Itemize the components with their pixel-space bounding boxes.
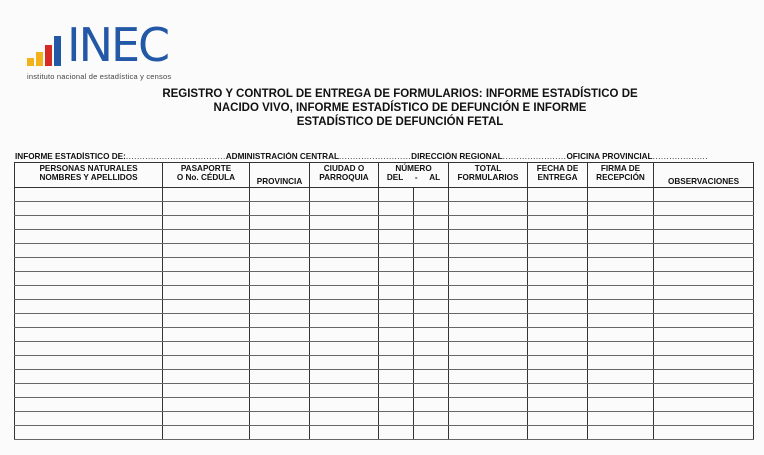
informe-field[interactable]: .................................... xyxy=(125,152,226,161)
table-cell[interactable] xyxy=(379,384,414,398)
table-cell[interactable] xyxy=(588,230,654,244)
table-row xyxy=(15,202,754,216)
table-cell[interactable] xyxy=(379,202,414,216)
table-cell[interactable] xyxy=(250,188,310,202)
table-cell[interactable] xyxy=(163,300,250,314)
col-header-city: CIUDAD O PARROQUIA xyxy=(310,163,379,188)
table-cell[interactable] xyxy=(654,328,754,342)
table-cell[interactable] xyxy=(588,412,654,426)
table-cell[interactable] xyxy=(379,356,414,370)
table-cell[interactable] xyxy=(528,412,588,426)
table-cell[interactable] xyxy=(163,328,250,342)
table-cell[interactable] xyxy=(310,230,379,244)
table-cell[interactable] xyxy=(163,370,250,384)
table-cell[interactable] xyxy=(379,258,414,272)
table-cell[interactable] xyxy=(449,314,528,328)
table-cell[interactable] xyxy=(588,188,654,202)
table-cell[interactable] xyxy=(449,370,528,384)
table-row xyxy=(15,216,754,230)
table-cell[interactable] xyxy=(379,412,414,426)
table-cell[interactable] xyxy=(588,300,654,314)
table-cell[interactable] xyxy=(250,202,310,216)
table-cell[interactable] xyxy=(310,286,379,300)
table-cell[interactable] xyxy=(310,258,379,272)
table-cell[interactable] xyxy=(414,188,449,202)
table-cell[interactable] xyxy=(414,426,449,440)
table-cell[interactable] xyxy=(449,426,528,440)
administracion-field[interactable]: .......................... xyxy=(339,152,412,161)
table-cell[interactable] xyxy=(163,384,250,398)
table-cell[interactable] xyxy=(15,398,163,412)
table-cell[interactable] xyxy=(588,328,654,342)
table-cell[interactable] xyxy=(250,370,310,384)
table-cell[interactable] xyxy=(449,384,528,398)
table-cell[interactable] xyxy=(449,230,528,244)
table-cell[interactable] xyxy=(379,244,414,258)
table-row xyxy=(15,342,754,356)
table-cell[interactable] xyxy=(414,286,449,300)
table-cell[interactable] xyxy=(163,314,250,328)
table-cell[interactable] xyxy=(250,300,310,314)
table-cell[interactable] xyxy=(588,272,654,286)
administracion-label: ADMINISTRACIÓN CENTRAL xyxy=(225,152,340,161)
table-cell[interactable] xyxy=(449,286,528,300)
table-cell[interactable] xyxy=(414,384,449,398)
table-cell[interactable] xyxy=(250,314,310,328)
table-cell[interactable] xyxy=(15,314,163,328)
table-cell[interactable] xyxy=(414,244,449,258)
title-line-3: ESTADÍSTICO DE DEFUNCIÓN FETAL xyxy=(296,116,504,128)
table-cell[interactable] xyxy=(310,398,379,412)
table-cell[interactable] xyxy=(15,384,163,398)
table-cell[interactable] xyxy=(379,342,414,356)
table-row xyxy=(15,398,754,412)
table-cell[interactable] xyxy=(528,272,588,286)
table-row xyxy=(15,230,754,244)
table-cell[interactable] xyxy=(414,300,449,314)
table-cell[interactable] xyxy=(163,426,250,440)
table-cell[interactable] xyxy=(310,272,379,286)
table-cell[interactable] xyxy=(528,370,588,384)
table-cell[interactable] xyxy=(414,356,449,370)
table-cell[interactable] xyxy=(528,202,588,216)
oficina-label: OFICINA PROVINCIAL xyxy=(566,152,653,161)
table-cell[interactable] xyxy=(163,412,250,426)
table-row xyxy=(15,356,754,370)
table-row xyxy=(15,258,754,272)
table-cell[interactable] xyxy=(310,342,379,356)
table-cell[interactable] xyxy=(15,370,163,384)
col-header-total: TOTAL FORMULARIOS xyxy=(449,163,528,188)
table-cell[interactable] xyxy=(449,328,528,342)
direccion-field[interactable]: ....................... xyxy=(502,152,567,161)
table-cell[interactable] xyxy=(379,188,414,202)
table-cell[interactable] xyxy=(310,384,379,398)
num-dash: - xyxy=(414,173,418,182)
table-cell[interactable] xyxy=(15,230,163,244)
col-header-names: PERSONAS NATURALES NOMBRES Y APELLIDOS xyxy=(15,163,163,188)
table-cell[interactable] xyxy=(449,272,528,286)
table-cell[interactable] xyxy=(588,244,654,258)
table-cell[interactable] xyxy=(588,398,654,412)
table-row xyxy=(15,272,754,286)
registry-table xyxy=(14,162,754,440)
table-cell[interactable] xyxy=(588,342,654,356)
logo-bars-icon xyxy=(27,36,67,66)
table-cell[interactable] xyxy=(15,258,163,272)
table-cell[interactable] xyxy=(250,272,310,286)
table-cell[interactable] xyxy=(588,314,654,328)
table-cell[interactable] xyxy=(250,384,310,398)
table-cell[interactable] xyxy=(414,370,449,384)
table-cell[interactable] xyxy=(654,370,754,384)
table-cell[interactable] xyxy=(15,300,163,314)
table-cell[interactable] xyxy=(250,412,310,426)
table-cell[interactable] xyxy=(654,300,754,314)
table-cell[interactable] xyxy=(449,398,528,412)
table-cell[interactable] xyxy=(449,412,528,426)
table-cell[interactable] xyxy=(163,398,250,412)
table-cell[interactable] xyxy=(310,426,379,440)
table-cell[interactable] xyxy=(449,356,528,370)
table-cell[interactable] xyxy=(250,398,310,412)
table-row xyxy=(15,244,754,258)
table-cell[interactable] xyxy=(528,258,588,272)
col-header-province: PROVINCIA xyxy=(250,163,310,188)
table-body xyxy=(15,188,754,440)
table-row xyxy=(15,300,754,314)
table-cell[interactable] xyxy=(654,314,754,328)
table-cell[interactable] xyxy=(163,202,250,216)
table-cell[interactable] xyxy=(528,342,588,356)
title-line-2: NACIDO VIVO, INFORME ESTADÍSTICO DE DEFUNCIÓN E INFORME xyxy=(213,102,587,114)
table-cell[interactable] xyxy=(250,216,310,230)
informe-label: INFORME ESTADÍSTICO DE: xyxy=(15,152,126,161)
table-cell[interactable] xyxy=(379,286,414,300)
table-cell[interactable] xyxy=(588,286,654,300)
table-cell[interactable] xyxy=(414,342,449,356)
table-row xyxy=(15,314,754,328)
table-cell[interactable] xyxy=(449,342,528,356)
logo-subtitle: instituto nacional de estadística y censos xyxy=(27,72,172,81)
table-cell[interactable] xyxy=(528,286,588,300)
table-cell[interactable] xyxy=(310,216,379,230)
table-cell[interactable] xyxy=(379,370,414,384)
table-cell[interactable] xyxy=(528,230,588,244)
table-cell[interactable] xyxy=(379,272,414,286)
table-cell[interactable] xyxy=(588,258,654,272)
table-cell[interactable] xyxy=(654,188,754,202)
table-cell[interactable] xyxy=(163,272,250,286)
table-cell[interactable] xyxy=(250,286,310,300)
table-cell[interactable] xyxy=(654,412,754,426)
table-cell[interactable] xyxy=(310,356,379,370)
col-header-id: PASAPORTE O No. CÉDULA xyxy=(163,163,250,188)
table-row xyxy=(15,426,754,440)
table-cell[interactable] xyxy=(414,272,449,286)
table-cell[interactable] xyxy=(654,384,754,398)
table-cell[interactable] xyxy=(654,244,754,258)
col-header-date: FECHA DE ENTREGA xyxy=(528,163,588,188)
table-cell[interactable] xyxy=(250,244,310,258)
table-cell[interactable] xyxy=(588,356,654,370)
num-del: DEL xyxy=(386,173,404,182)
table-cell[interactable] xyxy=(15,272,163,286)
direccion-label: DIRECCIÓN REGIONAL xyxy=(411,152,503,161)
table-cell[interactable] xyxy=(379,230,414,244)
table-cell[interactable] xyxy=(414,328,449,342)
table-cell[interactable] xyxy=(588,370,654,384)
table-cell[interactable] xyxy=(379,216,414,230)
table-cell[interactable] xyxy=(379,300,414,314)
table-cell[interactable] xyxy=(379,314,414,328)
table-cell[interactable] xyxy=(449,202,528,216)
table-cell[interactable] xyxy=(163,216,250,230)
table-cell[interactable] xyxy=(250,426,310,440)
table-cell[interactable] xyxy=(528,328,588,342)
table-cell[interactable] xyxy=(414,398,449,412)
table-cell[interactable] xyxy=(15,328,163,342)
table-cell[interactable] xyxy=(15,286,163,300)
table-cell[interactable] xyxy=(250,328,310,342)
table-cell[interactable] xyxy=(310,244,379,258)
table-cell[interactable] xyxy=(414,230,449,244)
table-cell[interactable] xyxy=(163,356,250,370)
table-cell[interactable] xyxy=(449,188,528,202)
table-cell[interactable] xyxy=(250,258,310,272)
table-cell[interactable] xyxy=(250,356,310,370)
table-cell[interactable] xyxy=(310,328,379,342)
table-cell[interactable] xyxy=(163,188,250,202)
table-cell[interactable] xyxy=(528,300,588,314)
table-cell[interactable] xyxy=(528,244,588,258)
table-row xyxy=(15,328,754,342)
table-cell[interactable] xyxy=(250,342,310,356)
table-cell[interactable] xyxy=(654,286,754,300)
table-cell[interactable] xyxy=(310,188,379,202)
table-cell[interactable] xyxy=(379,426,414,440)
table-cell[interactable] xyxy=(588,216,654,230)
table-cell[interactable] xyxy=(310,412,379,426)
table-cell[interactable] xyxy=(588,384,654,398)
table-cell[interactable] xyxy=(528,426,588,440)
table-cell[interactable] xyxy=(654,426,754,440)
table-cell[interactable] xyxy=(414,216,449,230)
title-line-1: REGISTRO Y CONTROL DE ENTREGA DE FORMULARIOS: INFORME ESTADÍSTICO DE xyxy=(162,88,638,100)
table-cell[interactable] xyxy=(414,202,449,216)
col-header-number: NÚMERO DEL - AL xyxy=(379,163,449,188)
num-al: AL xyxy=(429,173,441,182)
table-row xyxy=(15,370,754,384)
table-cell[interactable] xyxy=(310,202,379,216)
table-cell[interactable] xyxy=(654,398,754,412)
table-cell[interactable] xyxy=(528,216,588,230)
table-cell[interactable] xyxy=(15,412,163,426)
table-cell[interactable] xyxy=(15,244,163,258)
table-cell[interactable] xyxy=(414,314,449,328)
table-cell[interactable] xyxy=(250,230,310,244)
table-cell[interactable] xyxy=(654,342,754,356)
table-cell[interactable] xyxy=(528,314,588,328)
table-cell[interactable] xyxy=(379,328,414,342)
table-cell[interactable] xyxy=(588,202,654,216)
col-header-observations: OBSERVACIONES xyxy=(654,163,754,188)
table-cell[interactable] xyxy=(528,384,588,398)
table-row xyxy=(15,286,754,300)
table-cell[interactable] xyxy=(15,216,163,230)
table-row xyxy=(15,188,754,202)
table-cell[interactable] xyxy=(163,244,250,258)
inec-logo xyxy=(27,18,227,82)
table-cell[interactable] xyxy=(15,356,163,370)
table-cell[interactable] xyxy=(449,216,528,230)
logo-word: INEC xyxy=(67,18,169,72)
table-cell[interactable] xyxy=(15,188,163,202)
table-cell[interactable] xyxy=(654,202,754,216)
table-cell[interactable] xyxy=(654,356,754,370)
table-cell[interactable] xyxy=(449,258,528,272)
table-cell[interactable] xyxy=(310,300,379,314)
info-line xyxy=(15,152,755,161)
table-cell[interactable] xyxy=(528,356,588,370)
table-cell[interactable] xyxy=(15,426,163,440)
table-cell[interactable] xyxy=(163,258,250,272)
table-cell[interactable] xyxy=(654,258,754,272)
col-header-signature: FIRMA DE RECEPCIÓN xyxy=(588,163,654,188)
table-cell[interactable] xyxy=(654,272,754,286)
table-cell[interactable] xyxy=(163,286,250,300)
table-cell[interactable] xyxy=(310,314,379,328)
table-cell[interactable] xyxy=(449,244,528,258)
table-cell[interactable] xyxy=(414,412,449,426)
table-cell[interactable] xyxy=(15,342,163,356)
table-cell[interactable] xyxy=(379,398,414,412)
table-cell[interactable] xyxy=(588,426,654,440)
table-cell[interactable] xyxy=(414,258,449,272)
table-cell[interactable] xyxy=(528,398,588,412)
table-row xyxy=(15,384,754,398)
table-cell[interactable] xyxy=(654,216,754,230)
table-row xyxy=(15,412,754,426)
table-cell[interactable] xyxy=(528,188,588,202)
table-cell[interactable] xyxy=(15,202,163,216)
table-cell[interactable] xyxy=(163,230,250,244)
oficina-field[interactable]: .................... xyxy=(652,152,709,161)
table-cell[interactable] xyxy=(163,342,250,356)
form-title xyxy=(150,87,650,129)
table-cell[interactable] xyxy=(310,370,379,384)
table-cell[interactable] xyxy=(654,230,754,244)
table-cell[interactable] xyxy=(449,300,528,314)
